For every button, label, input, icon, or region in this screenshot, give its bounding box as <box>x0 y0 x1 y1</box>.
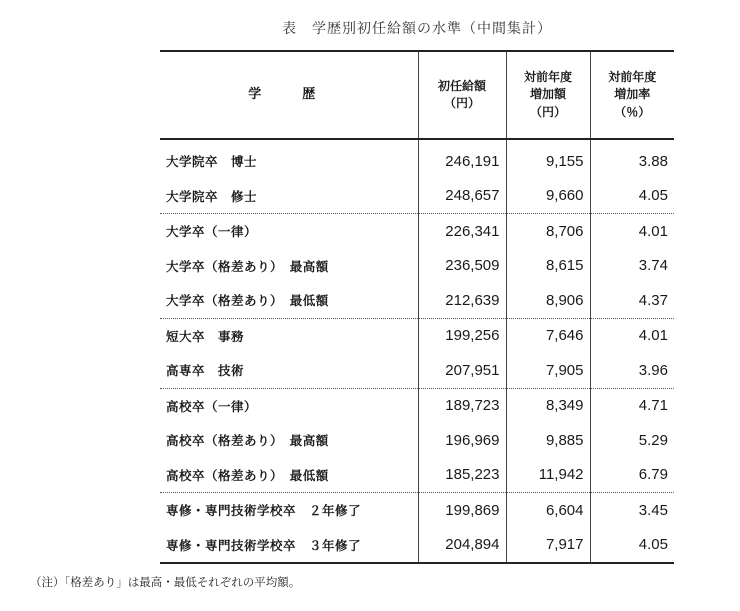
row-rate: 3.88 <box>590 139 674 179</box>
table-row <box>160 423 674 458</box>
row-salary: 212,639 <box>418 283 506 318</box>
row-label: 専修・専門技術学校卒 ２年修了 <box>166 503 362 519</box>
header-increase-line2: 増加額 <box>529 87 566 102</box>
row-label: 大学院卒 修士 <box>160 179 418 214</box>
row-salary: 185,223 <box>418 458 506 493</box>
header-increase <box>506 51 590 139</box>
table-row <box>160 388 674 423</box>
header-salary-line1: 初任給額 <box>437 78 486 93</box>
table-row <box>160 249 674 284</box>
row-rate: 4.01 <box>590 214 674 249</box>
row-increase: 6,604 <box>506 493 590 528</box>
row-label: 大学卒（格差あり） 最高額 <box>166 258 329 274</box>
row-salary: 189,723 <box>418 388 506 423</box>
row-increase: 8,615 <box>506 249 590 284</box>
row-increase: 7,917 <box>506 528 590 564</box>
row-increase: 8,349 <box>506 388 590 423</box>
row-increase: 11,942 <box>506 458 590 493</box>
row-rate: 6.79 <box>590 458 674 493</box>
footnote: （注）「格差あり」は最高・最低それぞれの平均額。 <box>30 575 301 589</box>
header-rate-line3: （％） <box>614 104 651 119</box>
header-rate-line1: 対前年度 <box>608 69 657 84</box>
row-salary: 207,951 <box>418 353 506 388</box>
row-rate: 5.29 <box>590 423 674 458</box>
row-label: 短大卒 事務 <box>166 328 245 344</box>
table-row <box>160 493 674 528</box>
row-rate: 3.96 <box>590 353 674 388</box>
header-increase-line3: （円） <box>529 104 566 119</box>
row-increase: 8,906 <box>506 283 590 318</box>
row-salary: 246,191 <box>418 139 506 179</box>
table-row <box>160 214 674 249</box>
row-rate: 3.74 <box>590 249 674 284</box>
row-increase: 7,905 <box>506 353 590 388</box>
table-row <box>160 528 674 564</box>
header-salary <box>418 51 506 139</box>
table-row <box>160 179 674 214</box>
header-education: 学 歴 <box>160 51 418 139</box>
row-rate: 4.37 <box>590 283 674 318</box>
row-label: 大学卒（一律） <box>166 224 258 240</box>
row-label: 高校卒（格差あり） 最低額 <box>160 458 418 493</box>
row-increase: 9,885 <box>506 423 590 458</box>
header-row <box>160 51 674 139</box>
table-row <box>160 283 674 318</box>
table-row <box>160 318 674 353</box>
row-rate: 3.45 <box>590 493 674 528</box>
salary-table <box>160 50 674 564</box>
row-rate: 4.05 <box>590 528 674 564</box>
header-salary-line2: （円） <box>443 96 480 110</box>
row-salary: 199,869 <box>418 493 506 528</box>
row-salary: 199,256 <box>418 318 506 353</box>
header-rate <box>590 51 674 139</box>
row-salary: 204,894 <box>418 528 506 564</box>
header-rate-line2: 増加率 <box>614 87 651 102</box>
row-increase: 8,706 <box>506 214 590 249</box>
row-salary: 196,969 <box>418 423 506 458</box>
row-rate: 4.01 <box>590 318 674 353</box>
row-label: 大学卒（格差あり） 最低額 <box>160 283 418 318</box>
row-salary: 226,341 <box>418 214 506 249</box>
row-label: 高専卒 技術 <box>160 353 418 388</box>
table-row <box>160 353 674 388</box>
row-label: 大学院卒 博士 <box>166 154 258 170</box>
row-label: 専修・専門技術学校卒 ３年修了 <box>160 528 418 564</box>
header-increase-line1: 対前年度 <box>523 69 572 84</box>
row-rate: 4.05 <box>590 179 674 214</box>
table-title: 表 学歴別初任給額の水準（中間集計） <box>282 21 552 37</box>
row-increase: 9,660 <box>506 179 590 214</box>
row-salary: 248,657 <box>418 179 506 214</box>
table-row <box>160 458 674 493</box>
row-increase: 9,155 <box>506 139 590 179</box>
table-row <box>160 139 674 179</box>
row-rate: 4.71 <box>590 388 674 423</box>
row-label: 高校卒（一律） <box>166 398 258 414</box>
row-increase: 7,646 <box>506 318 590 353</box>
row-label: 高校卒（格差あり） 最高額 <box>166 433 329 449</box>
row-salary: 236,509 <box>418 249 506 284</box>
